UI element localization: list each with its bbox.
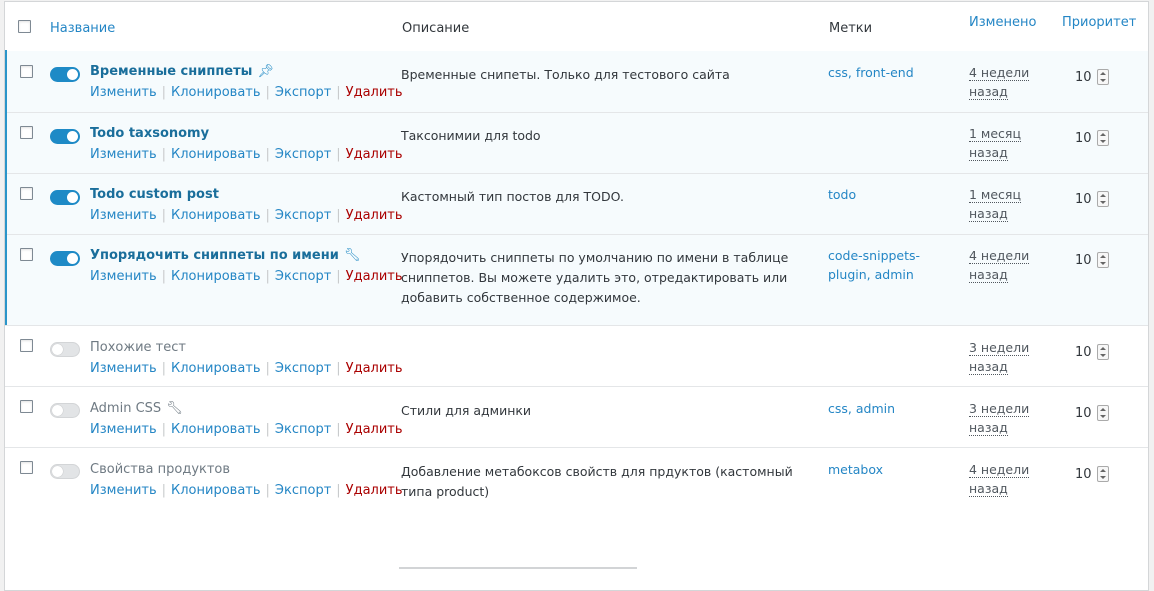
snippet-description: Таксонимии для todo — [401, 128, 541, 143]
edit-link[interactable]: Изменить — [90, 422, 157, 437]
export-link[interactable]: Экспорт — [274, 208, 332, 223]
priority-value[interactable]: 10 — [1075, 345, 1092, 360]
snippet-description: Упорядочить сниппеты по умолчанию по имени в таблице сниппетов. Вы можете удалить это, отредактировать или добавить собственное содержимое. — [401, 250, 789, 305]
row-actions: Изменить | Клонировать | Экспорт | Удалить — [90, 85, 403, 100]
edit-link[interactable]: Изменить — [90, 85, 157, 100]
row-actions: Изменить | Клонировать | Экспорт | Удалить — [90, 269, 403, 284]
snippet-name[interactable]: Упорядочить сниппеты по имени — [90, 248, 339, 263]
activate-toggle[interactable] — [50, 190, 80, 205]
priority-spinner[interactable] — [1097, 191, 1109, 207]
export-link[interactable]: Экспорт — [274, 483, 332, 498]
priority-value[interactable]: 10 — [1075, 70, 1092, 85]
clone-link[interactable]: Клонировать — [171, 269, 261, 284]
delete-link[interactable]: Удалить — [345, 422, 403, 437]
snippet-name-link[interactable] — [90, 340, 186, 355]
activate-toggle[interactable] — [50, 342, 80, 357]
export-link[interactable]: Экспорт — [274, 147, 332, 162]
snippet-tags[interactable]: metabox — [828, 462, 884, 477]
snippet-name[interactable]: Временные сниппеты — [90, 64, 253, 79]
priority-spinner[interactable] — [1097, 252, 1109, 268]
activate-toggle[interactable] — [50, 464, 80, 479]
activate-toggle[interactable] — [50, 129, 80, 144]
column-modified-header[interactable]: Изменено — [969, 15, 1037, 30]
row-checkbox[interactable] — [20, 461, 33, 474]
row-checkbox[interactable] — [20, 400, 33, 413]
snippet-name-link[interactable] — [90, 248, 360, 263]
modified-date: 1 месяц назад — [969, 187, 1021, 221]
modified-date: 3 недели назад — [969, 401, 1030, 435]
clone-link[interactable]: Клонировать — [171, 147, 261, 162]
column-description-header: Описание — [402, 21, 470, 36]
priority-value[interactable]: 10 — [1075, 253, 1092, 268]
export-link[interactable]: Экспорт — [274, 422, 332, 437]
snippet-tags[interactable]: todo — [828, 187, 857, 202]
snippet-tags[interactable]: css, admin — [828, 401, 896, 416]
table-row — [5, 326, 1148, 387]
snippet-tags[interactable]: code-snippets-plugin, admin — [828, 248, 921, 282]
activate-toggle[interactable] — [50, 251, 80, 266]
table-row — [5, 448, 1148, 510]
snippet-name-link[interactable] — [90, 126, 209, 141]
select-all-checkbox[interactable] — [18, 20, 31, 33]
snippet-description: Стили для админки — [401, 403, 532, 418]
clone-link[interactable]: Клонировать — [171, 208, 261, 223]
priority-spinner[interactable] — [1097, 405, 1109, 421]
priority-value[interactable]: 10 — [1075, 192, 1092, 207]
table-row — [5, 51, 1148, 113]
table-row — [5, 387, 1148, 448]
edit-link[interactable]: Изменить — [90, 208, 157, 223]
priority-value[interactable]: 10 — [1075, 467, 1092, 482]
delete-link[interactable]: Удалить — [345, 269, 403, 284]
clone-link[interactable]: Клонировать — [171, 361, 261, 376]
row-actions: Изменить | Клонировать | Экспорт | Удалить — [90, 208, 403, 223]
row-checkbox[interactable] — [20, 339, 33, 352]
activate-toggle[interactable] — [50, 403, 80, 418]
row-checkbox[interactable] — [20, 65, 33, 78]
modified-date: 4 недели назад — [969, 65, 1030, 99]
snippets-table — [4, 1, 1149, 591]
priority-spinner[interactable] — [1097, 466, 1109, 482]
row-checkbox[interactable] — [20, 187, 33, 200]
delete-link[interactable]: Удалить — [345, 85, 403, 100]
row-actions: Изменить | Клонировать | Экспорт | Удалить — [90, 483, 403, 498]
priority-spinner[interactable] — [1097, 130, 1109, 146]
delete-link[interactable]: Удалить — [345, 361, 403, 376]
snippet-name[interactable]: Todo taxsonomy — [90, 126, 210, 141]
priority-spinner[interactable] — [1097, 344, 1109, 360]
modified-date: 4 недели назад — [969, 248, 1030, 282]
column-name-header[interactable]: Название — [50, 21, 116, 36]
clone-link[interactable]: Клонировать — [171, 483, 261, 498]
edit-link[interactable]: Изменить — [90, 269, 157, 284]
table-header — [5, 2, 1148, 52]
row-actions: Изменить | Клонировать | Экспорт | Удалить — [90, 361, 403, 376]
snippet-name[interactable]: Похожие тест — [90, 340, 186, 355]
snippet-name[interactable]: Свойства продуктов — [90, 462, 231, 477]
edit-link[interactable]: Изменить — [90, 147, 157, 162]
export-link[interactable]: Экспорт — [274, 85, 332, 100]
row-checkbox[interactable] — [20, 126, 33, 139]
snippet-description: Кастомный тип постов для TODO. — [401, 189, 624, 204]
priority-spinner[interactable] — [1097, 69, 1109, 85]
horizontal-scrollbar[interactable] — [399, 567, 637, 569]
table-row — [5, 174, 1148, 235]
clone-link[interactable]: Клонировать — [171, 85, 261, 100]
snippet-name[interactable]: Todo custom post — [90, 187, 219, 202]
column-priority-header[interactable]: Приоритет — [1062, 15, 1137, 30]
export-link[interactable]: Экспорт — [274, 361, 332, 376]
export-link[interactable]: Экспорт — [274, 269, 332, 284]
snippet-name-link[interactable] — [90, 462, 230, 477]
snippet-description: Временные снипеты. Только для тестового сайта — [401, 67, 730, 82]
modified-date: 3 недели назад — [969, 340, 1030, 374]
table-row — [5, 113, 1148, 174]
edit-link[interactable]: Изменить — [90, 361, 157, 376]
priority-value[interactable]: 10 — [1075, 406, 1092, 421]
row-checkbox[interactable] — [20, 248, 33, 261]
snippet-name[interactable]: Admin CSS — [90, 401, 162, 416]
priority-value[interactable]: 10 — [1075, 131, 1092, 146]
row-actions: Изменить | Клонировать | Экспорт | Удалить — [90, 422, 403, 437]
delete-link[interactable]: Удалить — [345, 483, 403, 498]
clone-link[interactable]: Клонировать — [171, 422, 261, 437]
wrench-icon: 🔧︎ — [166, 401, 183, 416]
delete-link[interactable]: Удалить — [345, 208, 403, 223]
snippet-name-link[interactable] — [90, 64, 274, 79]
wrench-icon: 🔧︎ — [343, 248, 361, 263]
column-tags-header: Метки — [829, 21, 873, 36]
activate-toggle[interactable] — [50, 67, 80, 82]
snippet-description: Добавление метабоксов свойств для прдуктов (кастомный типа product) — [401, 464, 793, 499]
snippet-name-link[interactable] — [90, 187, 219, 202]
delete-link[interactable]: Удалить — [345, 147, 403, 162]
pin-icon: 📌︎ — [257, 64, 274, 79]
modified-date: 4 недели назад — [969, 462, 1030, 496]
edit-link[interactable]: Изменить — [90, 483, 157, 498]
modified-date: 1 месяц назад — [969, 126, 1021, 160]
table-row — [5, 235, 1148, 326]
snippet-tags[interactable]: css, front-end — [828, 65, 914, 80]
snippet-name-link[interactable] — [90, 401, 183, 416]
row-actions: Изменить | Клонировать | Экспорт | Удалить — [90, 147, 403, 162]
